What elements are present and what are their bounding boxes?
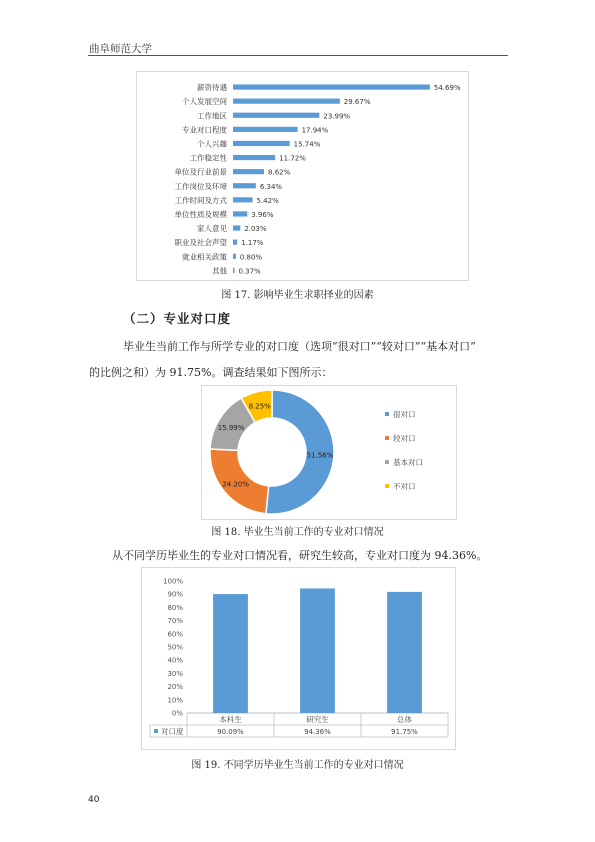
donut-value-label: 15.99%: [217, 423, 245, 432]
factor-value-label: 3.96%: [251, 210, 274, 219]
y-tick-label: 60%: [167, 630, 183, 639]
factor-category-label: 个人发展空间: [182, 97, 227, 107]
donut-value-label: 51.56%: [306, 451, 334, 460]
factor-bar: [233, 99, 340, 104]
match-donut-frame: [201, 385, 457, 520]
legend-label: 较对口: [393, 434, 416, 443]
y-tick-label: 40%: [167, 656, 183, 665]
y-tick-label: 70%: [167, 617, 183, 626]
table-value: 91.75%: [391, 728, 418, 736]
page-number: 40: [88, 795, 100, 805]
match-donut-chart: [202, 386, 456, 519]
factor-category-label: 工作岗位及环境: [174, 181, 227, 191]
factor-value-label: 23.99%: [323, 112, 351, 121]
figure-19-caption: 图 19. 不同学历毕业生当前工作的专业对口情况: [191, 760, 404, 771]
y-tick-label: 100%: [162, 577, 183, 586]
factor-category-label: 单位性质及规模: [174, 209, 227, 219]
legend-swatch: [154, 729, 158, 733]
factor-value-label: 11.72%: [279, 154, 306, 163]
factor-value-label: 1.17%: [241, 239, 264, 248]
factor-value-label: 0.37%: [238, 267, 261, 276]
category-label: 总体: [397, 715, 412, 724]
factor-category-label: 个人兴趣: [197, 139, 227, 149]
table-value: 90.09%: [217, 728, 244, 736]
legend-swatch: [385, 484, 389, 488]
legend-swatch: [385, 412, 389, 416]
factor-bar: [233, 254, 236, 259]
factor-value-label: 15.74%: [293, 140, 321, 149]
factor-bar: [233, 197, 253, 202]
y-tick-label: 80%: [167, 603, 183, 612]
legend-label: 很对口: [393, 410, 416, 419]
factor-category-label: 就业相关政策: [182, 252, 227, 262]
factor-bar: [233, 211, 247, 216]
factor-value-label: 0.80%: [239, 253, 263, 262]
factor-bar: [233, 225, 240, 230]
factor-category-label: 工作时间及方式: [174, 195, 227, 205]
category-label: 研究生: [306, 715, 329, 724]
factor-value-label: 2.03%: [244, 225, 267, 234]
series-label: 对口度: [161, 727, 184, 736]
degree-bar-chart: [142, 568, 455, 749]
factor-value-label: 8.62%: [268, 168, 291, 177]
factor-bar: [233, 113, 319, 118]
y-tick-label: 30%: [167, 669, 183, 678]
factor-category-label: 工作稳定性: [189, 153, 227, 163]
degree-chart-frame: [141, 567, 456, 750]
legend-label: 基本对口: [393, 458, 423, 467]
paragraph-2: 从不同学历毕业生的专业对口情况看，研究生较高，专业对口度为 94.36%。: [112, 549, 488, 562]
factors-chart-frame: [136, 71, 469, 281]
factor-category-label: 专业对口程度: [182, 125, 227, 135]
legend-label: 不对口: [393, 482, 416, 491]
section-heading: （二）专业对口度: [123, 311, 232, 326]
figure-17-caption: 图 17. 影响毕业生求职择业的因素: [221, 290, 374, 301]
factor-bar: [233, 183, 256, 188]
donut-value-label: 24.20%: [222, 480, 250, 489]
table-value: 94.36%: [304, 728, 331, 736]
factor-bar: [233, 84, 430, 89]
factor-value-label: 29.67%: [343, 98, 371, 107]
factor-category-label: 职业及社会声望: [174, 238, 227, 248]
factor-bar: [233, 155, 275, 160]
header-title: 曲阜师范大学: [89, 43, 152, 55]
factor-value-label: 6.34%: [259, 182, 283, 191]
degree-bar: [387, 592, 422, 713]
legend-swatch: [385, 436, 389, 440]
factor-category-label: 工作地区: [197, 111, 227, 121]
factor-category-label: 其他: [212, 266, 227, 276]
factor-category-label: 薪资待遇: [197, 83, 227, 93]
legend-swatch: [385, 460, 389, 464]
category-label: 本科生: [219, 715, 242, 724]
factor-bar: [233, 268, 235, 273]
header-rule: [88, 55, 508, 56]
y-tick-label: 20%: [167, 683, 183, 692]
factor-bar: [233, 240, 237, 245]
y-tick-label: 0%: [171, 709, 183, 718]
degree-bar: [300, 588, 335, 713]
factor-value-label: 5.42%: [256, 196, 279, 205]
factor-bar: [233, 141, 290, 146]
paragraph-1-line-1: 毕业生当前工作与所学专业的对口度（选项“很对口”“较对口”“基本对口”: [123, 340, 476, 353]
paragraph-1-line-2: 的比例之和）为 91.75%。调查结果如下图所示：: [89, 366, 333, 379]
y-tick-label: 10%: [167, 696, 183, 705]
factor-value-label: 54.69%: [433, 84, 461, 93]
y-tick-label: 50%: [167, 643, 183, 652]
figure-18-caption: 图 18. 毕业生当前工作的专业对口情况: [211, 527, 384, 538]
factor-bar: [233, 169, 264, 174]
factor-category-label: 家人意见: [197, 224, 227, 234]
factor-value-label: 17.94%: [301, 126, 329, 135]
y-tick-label: 90%: [167, 590, 183, 599]
donut-value-label: 8.25%: [248, 402, 271, 411]
factors-bar-chart: [137, 72, 468, 280]
degree-bar: [213, 594, 248, 713]
factor-bar: [233, 127, 298, 132]
factor-category-label: 单位及行业前景: [174, 167, 227, 177]
